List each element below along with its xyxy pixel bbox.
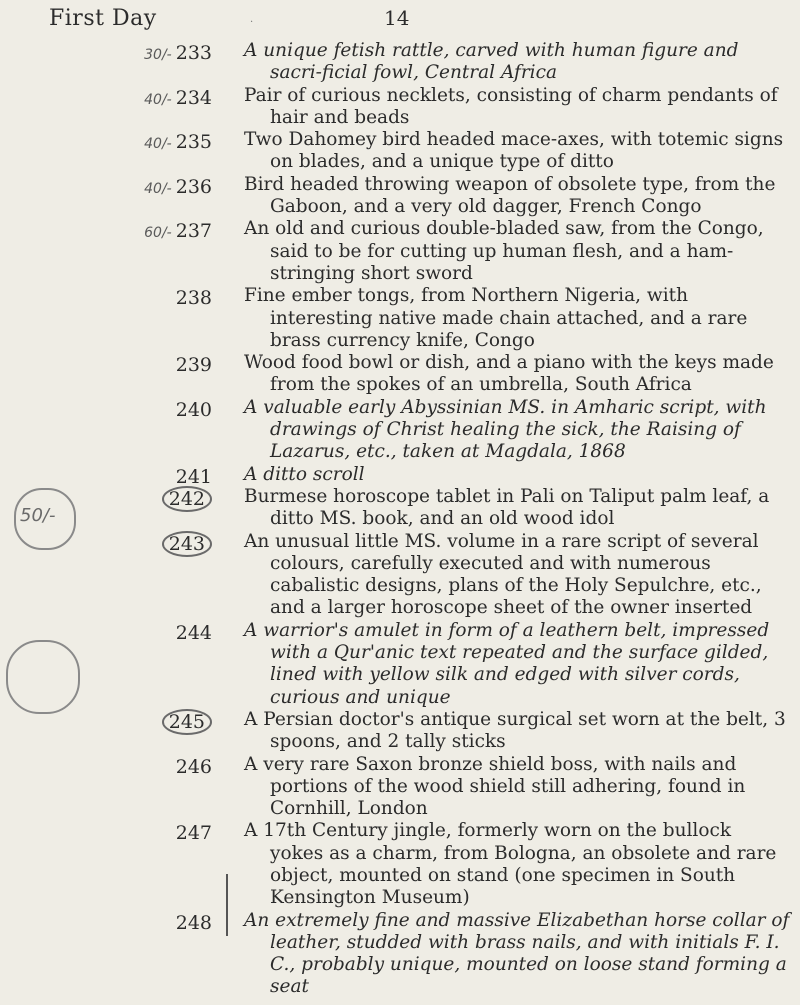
lot-description: [244, 820, 790, 909]
lot-description: [244, 85, 790, 130]
lot-description: [244, 754, 790, 821]
price-annotation: 30/-: [144, 47, 172, 63]
lot-entry: [0, 709, 800, 754]
lot-description: [244, 486, 790, 531]
lot-number: [0, 754, 212, 780]
lot-number: [0, 486, 212, 512]
lot-description: [244, 129, 790, 174]
lot-number-value: 240: [175, 398, 212, 421]
lot-number-value: 242: [162, 486, 212, 512]
lot-number-value: 234: [175, 86, 212, 109]
lot-description: [244, 709, 790, 754]
lot-description-text: Burmese horoscope tablet in Pali on Taliput palm leaf, a ditto MS. book, and an old wood idol: [244, 485, 770, 530]
lot-description-text: An old and curious double-bladed saw, from the Congo, said to be for cutting up human flesh, and a ham-stringing short sword: [244, 218, 764, 284]
lot-entry: [0, 174, 800, 219]
lot-number-value: 245: [162, 709, 212, 735]
page-header: [0, 6, 800, 36]
lot-description-text: An extremely fine and massive Elizabethan horse collar of leather, studded with brass nails, and with initials F. I. C., probably unique, mounted on loose stand forming a seat: [244, 909, 790, 998]
lot-description: [244, 910, 790, 999]
page-number: 14: [384, 6, 410, 30]
lot-number-value: 235: [175, 131, 212, 154]
lot-number: [0, 620, 212, 646]
lot-description-text: A Persian doctor's antique surgical set worn at the belt, 3 spoons, and 2 tally sticks: [244, 708, 786, 753]
lot-number: [0, 910, 212, 936]
lot-description-text: Pair of curious necklets, consisting of charm pendants of hair and beads: [244, 84, 778, 128]
lot-description-text: A ditto scroll: [244, 463, 365, 485]
lot-description: [244, 174, 790, 219]
lot-entry: [0, 397, 800, 464]
lot-number: [0, 218, 212, 246]
lot-description-text: An unusual little MS. volume in a rare script of several colours, carefully executed and with numerous cabalistic designs, plans of the Holy Sepulchre, etc., and a larger horoscope sheet of the owner inserted: [244, 530, 762, 619]
lot-entry: [0, 620, 800, 709]
lot-number-value: 243: [162, 531, 212, 557]
lot-number: [0, 352, 212, 378]
lot-description-text: A valuable early Abyssinian MS. in Amharic script, with drawings of Christ healing the sick, the Raising of Lazarus, etc., taken at Magdala, 1868: [244, 396, 767, 463]
lot-number-value: 238: [175, 287, 212, 310]
price-annotation: 40/-: [144, 91, 172, 108]
lot-number-value: 244: [175, 621, 212, 644]
lot-number: [0, 531, 212, 557]
lot-entry: [0, 40, 800, 85]
lot-entry: [0, 486, 800, 531]
lot-description: [244, 620, 790, 709]
lot-number: [0, 85, 212, 113]
lot-description: [244, 352, 790, 397]
lot-number: [0, 174, 212, 202]
lot-entry: [0, 820, 800, 909]
lot-entry: [0, 910, 800, 999]
lot-entry: [0, 352, 800, 397]
lot-description: [244, 531, 790, 620]
lot-number-value: 247: [175, 822, 212, 845]
lot-entry: [0, 129, 800, 174]
lot-entry: [0, 85, 800, 130]
lot-description-text: Wood food bowl or dish, and a piano with the keys made from the spokes of an umbrella, South Africa: [244, 352, 774, 396]
lot-number-value: 246: [175, 755, 212, 778]
lot-entry: [0, 754, 800, 821]
lot-number: [0, 40, 212, 68]
day-heading: First Day: [49, 6, 157, 31]
lot-number-value: 248: [175, 911, 212, 934]
lot-number-value: 241: [175, 465, 212, 488]
lot-description-text: Two Dahomey bird headed mace-axes, with totemic signs on blades, and a unique type of ditto: [244, 129, 784, 173]
lot-description-text: Fine ember tongs, from Northern Nigeria, with interesting native made chain attached, and a rare brass currency knife, Congo: [244, 285, 748, 351]
header-dot: .: [250, 14, 254, 25]
lot-entry: [0, 218, 800, 285]
lot-number-value: 236: [175, 175, 212, 198]
lot-description-text: A very rare Saxon bronze shield boss, with nails and portions of the wood shield still adhering, found in Cornhill, London: [244, 753, 746, 820]
lot-description: [244, 285, 790, 352]
lot-number-value: 233: [175, 42, 212, 64]
lot-description-text: A warrior's amulet in form of a leathern belt, impressed with a Qur'anic text repeated and the surface gilded, lined with yellow silk and edged with silver cords, curious and unique: [244, 619, 770, 708]
lot-number: [0, 285, 212, 311]
lot-number: [0, 129, 212, 157]
lot-description-text: A unique fetish rattle, carved with human figure and sacri-ficial fowl, Central Africa: [244, 40, 739, 84]
lot-entry: [0, 464, 800, 486]
margin-note-50: 50/-: [20, 505, 56, 526]
lot-description-text: A 17th Century jingle, formerly worn on the bullock yokes as a charm, from Bologna, an obsolete and rare object, mounted on stand (one specimen in South Kensington Museum): [244, 820, 777, 909]
lot-number: [0, 709, 212, 735]
price-annotation: 40/-: [144, 136, 172, 153]
price-annotation: 60/-: [144, 225, 172, 242]
lot-entry: [0, 531, 800, 620]
lot-description: [244, 218, 790, 285]
lot-description: [244, 40, 790, 85]
lot-description: [244, 397, 790, 464]
lot-entry: [0, 285, 800, 352]
lot-description-text: Bird headed throwing weapon of obsolete type, from the Gaboon, and a very old dagger, French Congo: [244, 173, 776, 218]
lot-number: [0, 820, 212, 846]
lot-description: [244, 464, 790, 486]
lot-number: [0, 397, 212, 423]
lot-number-value: 237: [175, 220, 212, 243]
lot-list: [0, 40, 800, 999]
lot-number-value: 239: [175, 354, 212, 377]
price-annotation: 40/-: [144, 180, 172, 197]
